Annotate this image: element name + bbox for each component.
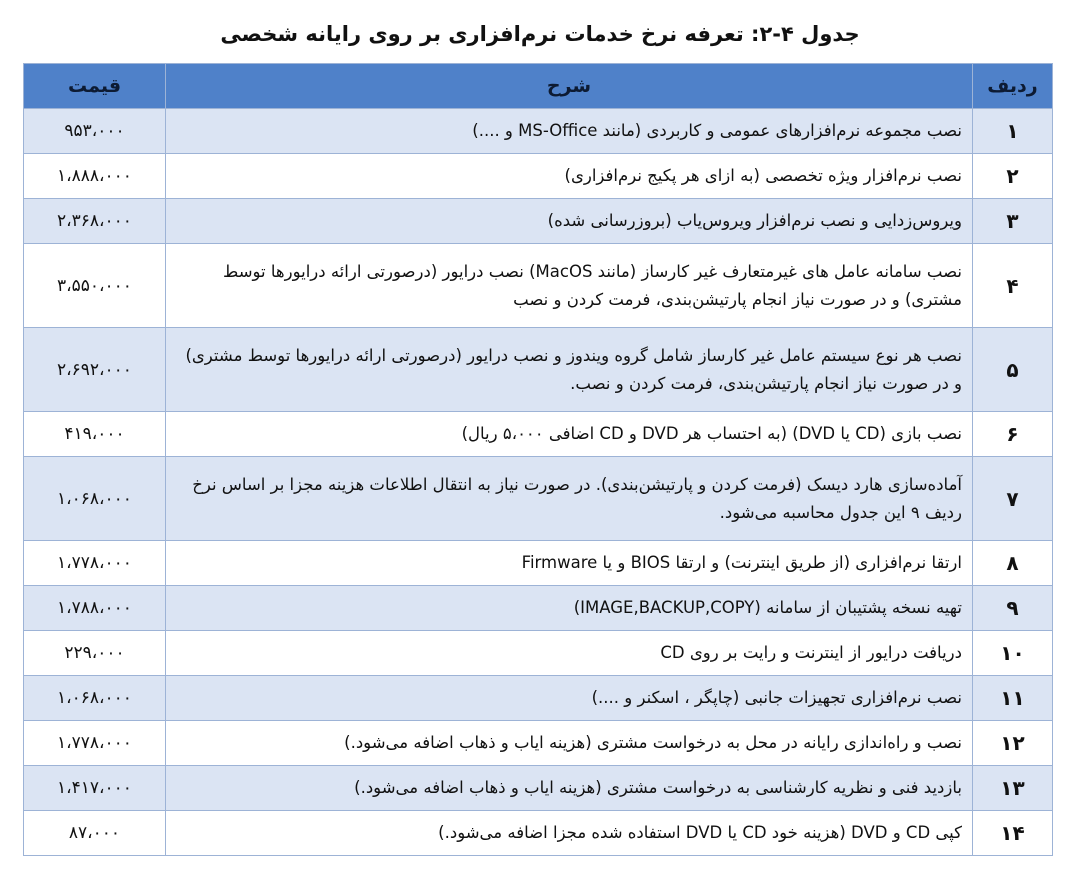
row-price: ۹۵۳،۰۰۰ xyxy=(24,109,166,154)
row-description: نصب نرم‌افزاری تجهیزات جانبی (چاپگر ، اسکنر و ....) xyxy=(166,676,973,721)
table-row xyxy=(24,154,1053,199)
table-row xyxy=(24,676,1053,721)
row-number: ۱ xyxy=(973,109,1053,154)
rates-table xyxy=(23,63,1053,856)
row-description: نصب نرم‌افزار ویژه تخصصی (به ازای هر پکیج نرم‌افزاری) xyxy=(166,154,973,199)
row-price: ۸۷،۰۰۰ xyxy=(24,811,166,856)
row-description: آماده‌سازی هارد دیسک (فرمت کردن و پارتیشن‌بندی). در صورت نیاز به انتقال اطلاعات هزینه مجزا بر اساس نرخ ردیف ۹ این جدول محاسبه می‌شود. xyxy=(166,457,973,541)
row-description: نصب سامانه عامل های غیرمتعارف غیر کارساز (مانند MacOS) نصب درایور (درصورتی ارائه درایورها توسط مشتری) و در صورت نیاز انجام پارتیشن‌بندی، فرمت کردن و نصب xyxy=(166,244,973,328)
row-price: ۱،۰۶۸،۰۰۰ xyxy=(24,676,166,721)
row-description: بازدید فنی و نظریه کارشناسی به درخواست مشتری (هزینه ایاب و ذهاب اضافه می‌شود.) xyxy=(166,766,973,811)
row-number: ۵ xyxy=(973,328,1053,412)
table-row xyxy=(24,328,1053,412)
row-price: ۱،۷۸۸،۰۰۰ xyxy=(24,586,166,631)
table-row xyxy=(24,766,1053,811)
row-price: ۱،۰۶۸،۰۰۰ xyxy=(24,457,166,541)
row-number: ۸ xyxy=(973,541,1053,586)
table-row xyxy=(24,244,1053,328)
table-row xyxy=(24,109,1053,154)
table-row xyxy=(24,457,1053,541)
table-row xyxy=(24,721,1053,766)
header-description: شرح xyxy=(166,64,973,109)
row-number: ۲ xyxy=(973,154,1053,199)
row-price: ۱،۴۱۷،۰۰۰ xyxy=(24,766,166,811)
row-description: نصب هر نوع سیستم عامل غیر کارساز شامل گروه ویندوز و نصب درایور (درصورتی ارائه درایورها توسط مشتری) و در صورت نیاز انجام پارتیشن‌بندی، فرمت کردن و نصب. xyxy=(166,328,973,412)
row-number: ۱۱ xyxy=(973,676,1053,721)
table-row xyxy=(24,586,1053,631)
row-price: ۱،۸۸۸،۰۰۰ xyxy=(24,154,166,199)
row-number: ۴ xyxy=(973,244,1053,328)
row-number: ۱۴ xyxy=(973,811,1053,856)
header-row-number: ردیف xyxy=(973,64,1053,109)
row-price: ۲۲۹،۰۰۰ xyxy=(24,631,166,676)
row-price: ۲،۶۹۲،۰۰۰ xyxy=(24,328,166,412)
row-description: کپی CD و DVD (هزینه خود CD یا DVD استفاده شده مجزا اضافه می‌شود.) xyxy=(166,811,973,856)
header-price: قیمت xyxy=(24,64,166,109)
table-row xyxy=(24,541,1053,586)
row-description: تهیه نسخه پشتیبان از سامانه (IMAGE,BACKUP,COPY) xyxy=(166,586,973,631)
row-number: ۱۰ xyxy=(973,631,1053,676)
row-description: دریافت درایور از اینترنت و رایت بر روی CD xyxy=(166,631,973,676)
row-price: ۳،۵۵۰،۰۰۰ xyxy=(24,244,166,328)
row-number: ۶ xyxy=(973,412,1053,457)
row-price: ۱،۷۷۸،۰۰۰ xyxy=(24,721,166,766)
row-number: ۷ xyxy=(973,457,1053,541)
row-number: ۳ xyxy=(973,199,1053,244)
table-row xyxy=(24,199,1053,244)
table-row xyxy=(24,631,1053,676)
row-price: ۱،۷۷۸،۰۰۰ xyxy=(24,541,166,586)
table-row xyxy=(24,412,1053,457)
header-row xyxy=(24,64,1053,109)
row-number: ۱۲ xyxy=(973,721,1053,766)
row-number: ۹ xyxy=(973,586,1053,631)
table-row xyxy=(24,811,1053,856)
row-description: ارتقا نرم‌افزاری (از طریق اینترنت) و ارتقا BIOS و یا Firmware xyxy=(166,541,973,586)
row-description: ویروس‌زدایی و نصب نرم‌افزار ویروس‌یاب (بروزرسانی شده) xyxy=(166,199,973,244)
row-price: ۲،۳۶۸،۰۰۰ xyxy=(24,199,166,244)
row-description: نصب بازی (CD یا DVD) (به احتساب هر DVD و CD اضافی ۵،۰۰۰ ریال) xyxy=(166,412,973,457)
row-description: نصب مجموعه نرم‌افزارهای عمومی و کاربردی (مانند MS-Office و ....) xyxy=(166,109,973,154)
row-price: ۴۱۹،۰۰۰ xyxy=(24,412,166,457)
row-number: ۱۳ xyxy=(973,766,1053,811)
table-title: جدول ۴-۲: تعرفه نرخ خدمات نرم‌افزاری بر روی رایانه شخصی xyxy=(220,22,860,46)
row-description: نصب و راه‌اندازی رایانه در محل به درخواست مشتری (هزینه ایاب و ذهاب اضافه می‌شود.) xyxy=(166,721,973,766)
